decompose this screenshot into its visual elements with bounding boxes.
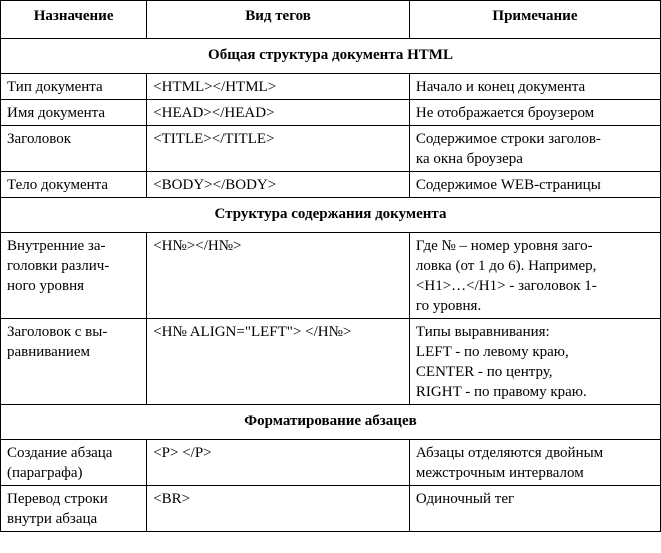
cell-purpose: Имя документа: [1, 100, 147, 126]
cell-note: Начало и конец документа: [409, 74, 660, 100]
cell-tag: <P> </P>: [147, 440, 410, 486]
cell-purpose: Создание абзаца (параграфа): [1, 440, 147, 486]
cell-tag: <HEAD></HEAD>: [147, 100, 410, 126]
header-note: Примечание: [409, 1, 660, 39]
table-row: [1, 74, 661, 100]
cell-tag: <BR>: [147, 486, 410, 532]
cell-purpose: Заголовок: [1, 126, 147, 172]
cell-note: Одиночный тег: [409, 486, 660, 532]
table-row: [1, 486, 661, 532]
cell-purpose: Тип документа: [1, 74, 147, 100]
table-row: [1, 172, 661, 198]
header-purpose: Назначение: [1, 1, 147, 39]
cell-purpose: Перевод строки внутри абзаца: [1, 486, 147, 532]
table-row: [1, 319, 661, 405]
table-row: [1, 233, 661, 319]
section-title: Общая структура документа HTML: [1, 39, 661, 74]
section-title: Форматирование абзацев: [1, 405, 661, 440]
cell-note: Содержимое WEB-страницы: [409, 172, 660, 198]
cell-tag: <TITLE></TITLE>: [147, 126, 410, 172]
cell-tag: <BODY></BODY>: [147, 172, 410, 198]
cell-note: Содержимое строки заголов- ка окна броузера: [409, 126, 660, 172]
table-row: [1, 100, 661, 126]
header-tag-form: Вид тегов: [147, 1, 410, 39]
cell-note: Типы выравнивания: LEFT - по левому краю, CENTER - по центру, RIGHT - по правому краю.: [409, 319, 660, 405]
cell-tag: <H№ ALIGN="LEFT"> </H№>: [147, 319, 410, 405]
cell-note: Не отображается броузером: [409, 100, 660, 126]
cell-purpose: Тело документа: [1, 172, 147, 198]
section-row: [1, 405, 661, 440]
cell-tag: <H№></H№>: [147, 233, 410, 319]
table-row: [1, 126, 661, 172]
section-row: [1, 198, 661, 233]
cell-purpose: Внутренние за- головки различ- ного уровня: [1, 233, 147, 319]
section-row: [1, 39, 661, 74]
cell-purpose: Заголовок с вы- равниванием: [1, 319, 147, 405]
cell-tag: <HTML></HTML>: [147, 74, 410, 100]
header-row: [1, 1, 661, 39]
cell-note: Где № – номер уровня заго- ловка (от 1 до 6). Например, <H1>…</H1> - заголовок 1- го уровня.: [409, 233, 660, 319]
section-title: Структура содержания документа: [1, 198, 661, 233]
cell-note: Абзацы отделяются двойным межстрочным интервалом: [409, 440, 660, 486]
table-row: [1, 440, 661, 486]
